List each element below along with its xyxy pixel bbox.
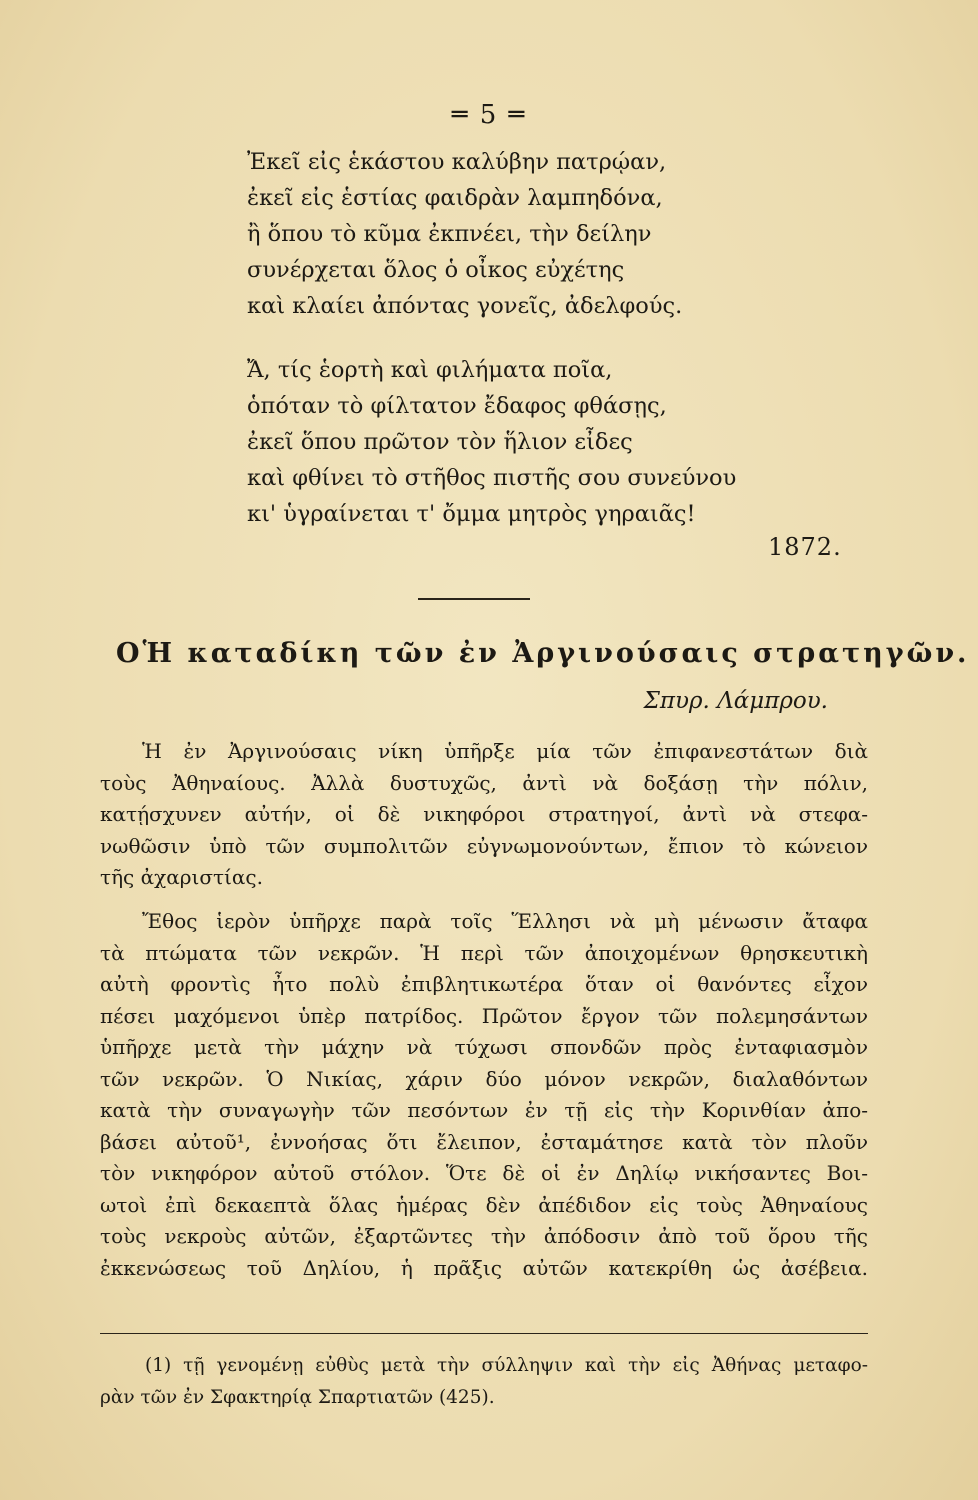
text-line: ἐκκενώσεως τοῦ Δηλίου, ἡ πρᾶξις αὐτῶν κατεκρίθη ὡς ἀσέβεια. — [100, 1255, 868, 1280]
text-line: ωτοὶ ἐπὶ δεκαεπτὰ ὅλας ἡμέρας δὲν ἀπέδιδον εἰς τοὺς Ἀθηναίους — [100, 1192, 868, 1217]
article-title: ΟἩ καταδίκη τῶν ἐν Ἀργινούσαις στρατηγῶν. — [116, 638, 970, 669]
text-line: βάσει αὐτοῦ¹, ἐννοήσας ὅτι ἔλειπον, ἐσταμάτησε κατὰ τὸν πλοῦν — [100, 1129, 868, 1154]
footnote — [100, 1350, 868, 1414]
text-line: κατὰ τὴν συναγωγὴν τῶν πεσόντων ἐν τῇ εἰς τὴν Κορινθίαν ἀπο- — [100, 1098, 868, 1122]
article-author: Σπυρ. Λάμπρου. — [643, 688, 828, 714]
text-line: αὐτὴ φροντὶς ἦτο πολὺ ἐπιβλητικωτέρα ὅταν οἱ θανόντες εἶχον — [100, 972, 868, 996]
poem-stanza-2 — [247, 352, 887, 532]
text-line: κατῄσχυνεν αὐτήν, οἱ δὲ νικηφόροι στρατηγοί, ἀντὶ νὰ στεφα- — [100, 802, 868, 826]
section-divider — [418, 598, 530, 600]
text-line: τῶν νεκρῶν. Ὁ Νικίας, χάριν δύο μόνον νεκρῶν, διαλαθόντων — [100, 1066, 868, 1091]
poem-line: Ἐκεῖ εἰς ἑκάστου καλύβην πατρῴαν, — [247, 149, 667, 175]
text-line: ὑπῆρχε μετὰ τὴν μάχην νὰ τύχωσι σπονδῶν πρὸς ἐνταφιασμὸν — [100, 1035, 868, 1059]
poem-line: καὶ κλαίει ἀπόντας γονεῖς, ἀδελφούς. — [247, 293, 683, 319]
text-line: τῆς ἀχαριστίας. — [100, 865, 263, 889]
poem-line: ὁπόταν τὸ φίλτατον ἔδαφος φθάσῃς, — [247, 393, 667, 419]
paragraph-2 — [100, 906, 868, 1284]
poem-line: ἐκεῖ εἰς ἑστίας φαιδρὰν λαμπηδόνα, — [247, 185, 663, 211]
text-line: τοὺς νεκροὺς αὐτῶν, ἐξαρτῶντες τὴν ἀπόδοσιν ἀπὸ τοῦ ὅρου τῆς — [100, 1224, 868, 1248]
paragraph-1 — [100, 736, 868, 894]
poem-line: συνέρχεται ὅλος ὁ οἶκος εὐχέτης — [247, 257, 625, 283]
poem-line: καὶ φθίνει τὸ στῆθος πιστῆς σου συνεύνου — [247, 465, 737, 491]
footnote-line: (1) τῇ γενομένῃ εὐθὺς μετὰ τὴν σύλληψιν καὶ τὴν εἰς Ἀθήνας μεταφο- — [145, 1355, 868, 1376]
poem-line: Ἄ, τίς ἑορτὴ καὶ φιλήματα ποῖα, — [247, 357, 613, 383]
text-line: Ἡ ἐν Ἀργινούσαις νίκη ὑπῆρξε μία τῶν ἐπιφανεστάτων διὰ — [142, 739, 868, 763]
text-line: τοὺς Ἀθηναίους. Ἀλλὰ δυστυχῶς, ἀντὶ νὰ δοξάσῃ τὴν πόλιν, — [100, 770, 868, 795]
text-line: νωθῶσιν ὑπὸ τῶν συμπολιτῶν εὐγνωμονούντων, ἔπιον τὸ κώνειον — [100, 833, 868, 858]
footnote-line: ρὰν τῶν ἐν Σφακτηρίᾳ Σπαρτιατῶν (425). — [100, 1387, 495, 1408]
poem-date: 1872. — [768, 533, 842, 561]
text-line: Ἔθος ἱερὸν ὑπῆρχε παρὰ τοῖς Ἕλλησι νὰ μὴ μένωσιν ἄταφα — [142, 909, 868, 933]
footnote-divider — [100, 1333, 868, 1334]
poem-line: ἢ ὅπου τὸ κῦμα ἐκπνέει, τὴν δείλην — [247, 221, 652, 247]
poem-stanza-1 — [247, 144, 887, 324]
poem-line: ἐκεῖ ὅπου πρῶτον τὸν ἥλιον εἶδες — [247, 429, 633, 455]
text-line: τὰ πτώματα τῶν νεκρῶν. Ἡ περὶ τῶν ἀποιχομένων θρησκευτικὴ — [100, 940, 868, 965]
poem-line: κι' ὑγραίνεται τ' ὄμμα μητρὸς γηραιᾶς! — [247, 501, 696, 527]
text-line: τὸν νικηφόρον αὐτοῦ στόλον. Ὅτε δὲ οἱ ἐν Δηλίῳ νικήσαντες Βοι- — [100, 1161, 868, 1185]
text-line: πέσει μαχόμενοι ὑπὲρ πατρίδος. Πρῶτον ἔργον τῶν πολεμησάντων — [100, 1003, 868, 1028]
page-number: ═ 5 ═ — [451, 100, 527, 130]
